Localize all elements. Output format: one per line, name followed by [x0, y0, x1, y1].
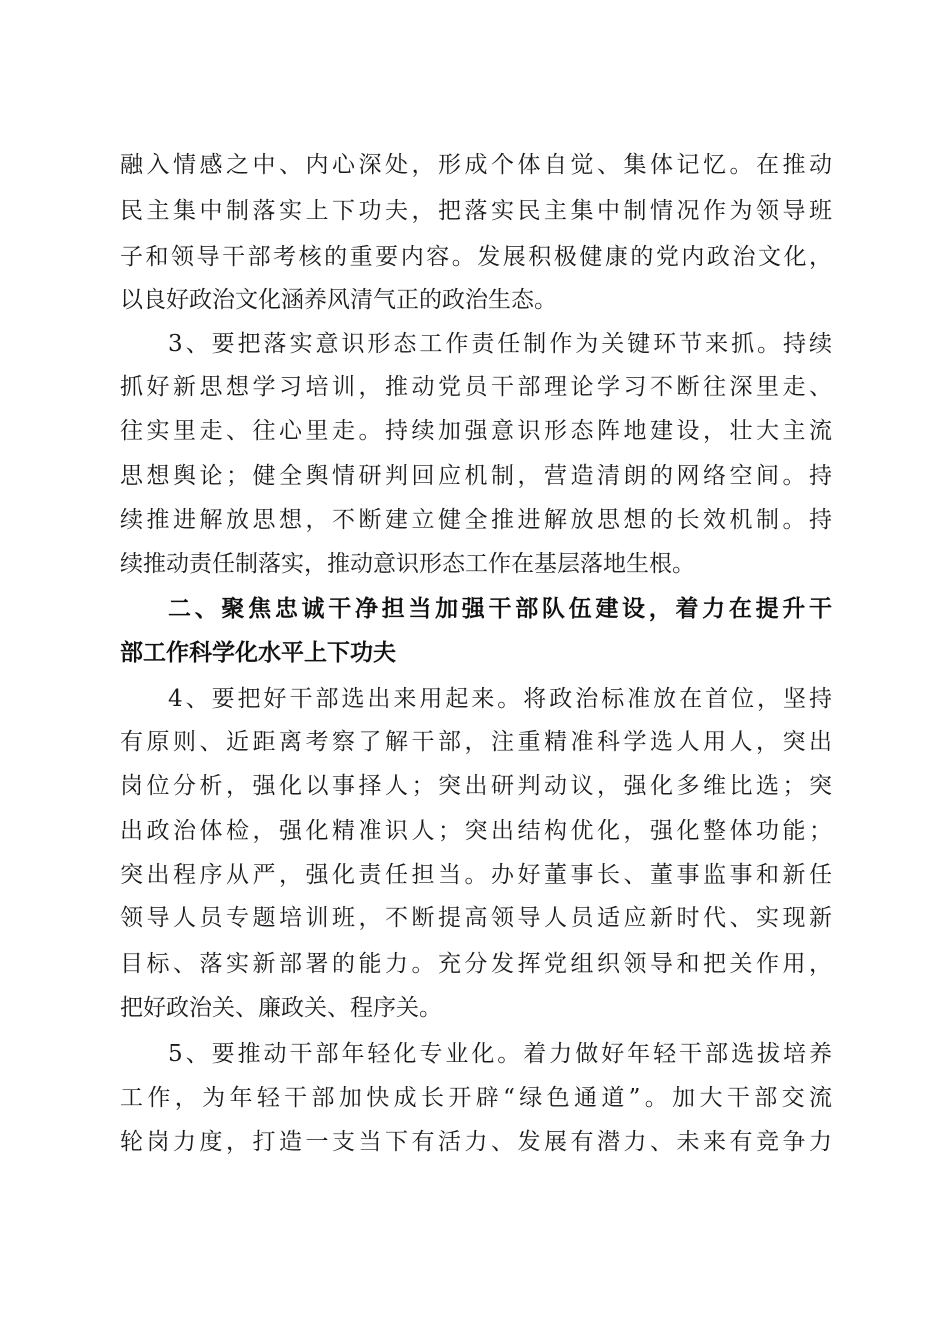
body-text-line: 轮岗力度，打造一支当下有活力、发展有潜力、未来有竞争力: [120, 1129, 832, 1155]
paragraph-5-first-line: 5、要推动干部年轻化专业化。着力做好年轻干部选拔培养: [168, 1041, 832, 1067]
body-text-line: 往实里走、往心里走。持续加强意识形态阵地建设，壮大主流: [120, 418, 832, 444]
body-text-line: 续推动责任制落实，推动意识形态工作在基层落地生根。: [120, 551, 695, 577]
body-text-line: 抓好新思想学习培训，推动党员干部理论学习不断往深里走、: [120, 374, 832, 400]
body-text-line: 有原则、近距离考察了解干部，注重精准科学选人用人，突出: [120, 729, 832, 755]
body-text-line: 目标、落实新部署的能力。充分发挥党组织领导和把关作用，: [120, 951, 832, 977]
paragraph-4-first-line: 4、要把好干部选出来用起来。将政治标准放在首位，坚持: [168, 686, 832, 712]
body-text-line: 岗位分析，强化以事择人；突出研判动议，强化多维比选；突: [120, 773, 832, 799]
body-text-line: 出政治体检，强化精准识人；突出结构优化，强化整体功能；: [120, 818, 832, 844]
body-text-line: 融入情感之中、内心深处，形成个体自觉、集体记忆。在推动: [120, 152, 832, 178]
body-text-line: 续推进解放思想，不断建立健全推进解放思想的长效机制。持: [120, 507, 832, 533]
body-text-line: 领导人员专题培训班，不断提高领导人员适应新时代、实现新: [120, 905, 832, 931]
body-text-line: 工作，为年轻干部加快成长开辟“绿色通道”。加大干部交流: [120, 1085, 832, 1111]
body-text-line: 把好政治关、廉政关、程序关。: [120, 995, 442, 1021]
body-text-line: 子和领导干部考核的重要内容。发展积极健康的党内政治文化，: [120, 244, 832, 270]
body-text-line: 以良好政治文化涵养风清气正的政治生态。: [120, 287, 557, 313]
paragraph-3-first-line: 3、要把落实意识形态工作责任制作为关键环节来抓。持续: [168, 331, 832, 357]
body-text-line: 突出程序从严，强化责任担当。办好董事长、董事监事和新任: [120, 862, 832, 888]
body-text-line: 思想舆论；健全舆情研判回应机制，营造清朗的网络空间。持: [120, 463, 832, 489]
section-heading: 二、聚焦忠诚干净担当加强干部队伍建设，着力在提升干: [168, 596, 832, 622]
section-heading-continued: 部工作科学化水平上下功夫: [120, 640, 396, 666]
body-text-line: 民主集中制落实上下功夫，把落实民主集中制情况作为领导班: [120, 198, 832, 224]
